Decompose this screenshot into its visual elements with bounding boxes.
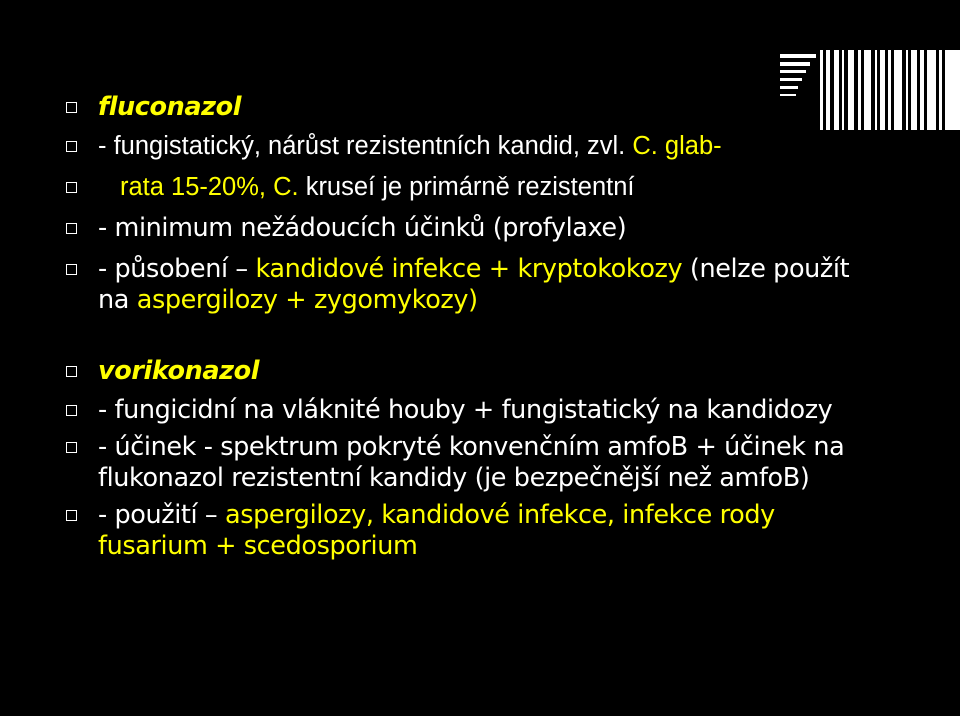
fluconazol-line-4-text-a: - působení – [98,254,248,284]
list-item [60,356,920,387]
vorikonazol-line-2-text: - účinek - spektrum pokryté konvenčním amfoB + účinek na [98,432,845,462]
fluconazol-line-2-text: kruseí je primárně rezistentní [305,173,635,201]
fluconazol-line-5-text: na [98,285,129,315]
square-bullet-icon [66,366,77,377]
square-bullet-icon [66,182,77,193]
list-item [60,172,920,203]
square-bullet-icon [66,442,77,453]
fluconazol-line-4-highlight: kandidové infekce + kryptokokozy [255,254,683,284]
vorikonazol-line-3-text: flukonazol rezistentní kandidy (je bezpečnější než amfoB) [98,463,810,493]
bullet-list [60,92,920,562]
square-bullet-icon [66,405,77,416]
list-item [60,395,920,426]
fluconazol-line-3-text: - minimum nežádoucích účinků (profylaxe) [98,213,627,243]
fluconazol-line-5-highlight: aspergilozy + zygomykozy) [136,285,478,315]
square-bullet-icon [66,102,77,113]
drug-title-fluconazol: fluconazol [98,92,242,122]
vorikonazol-line-5-highlight: fusarium + scedosporium [98,531,418,561]
vorikonazol-line-4-highlight: aspergilozy, kandidové infekce, infekce rody [224,500,775,530]
section-gap [60,316,920,356]
vorikonazol-line-4-text: - použití – [98,500,218,530]
square-bullet-icon [66,510,77,521]
square-bullet-icon [66,223,77,234]
fluconazol-line-4-text-b: (nelze použít [689,254,850,284]
fluconazol-line-2-highlight: rata 15-20%, C. [120,173,299,201]
fluconazol-line-1-text: - fungistatický, nárůst rezistentních kandid, zvl. [98,132,626,160]
list-item [60,131,920,162]
fluconazol-line-1-highlight: C. glab- [632,132,722,160]
drug-title-vorikonazol: vorikonazol [98,356,260,386]
list-item [60,92,920,123]
list-item [60,432,920,494]
list-item [60,254,920,316]
square-bullet-icon [66,141,77,152]
square-bullet-icon [66,264,77,275]
vorikonazol-line-1-text: - fungicidní na vláknité houby + fungistatický na kandidozy [98,395,833,425]
list-item [60,500,920,562]
list-item [60,213,920,244]
